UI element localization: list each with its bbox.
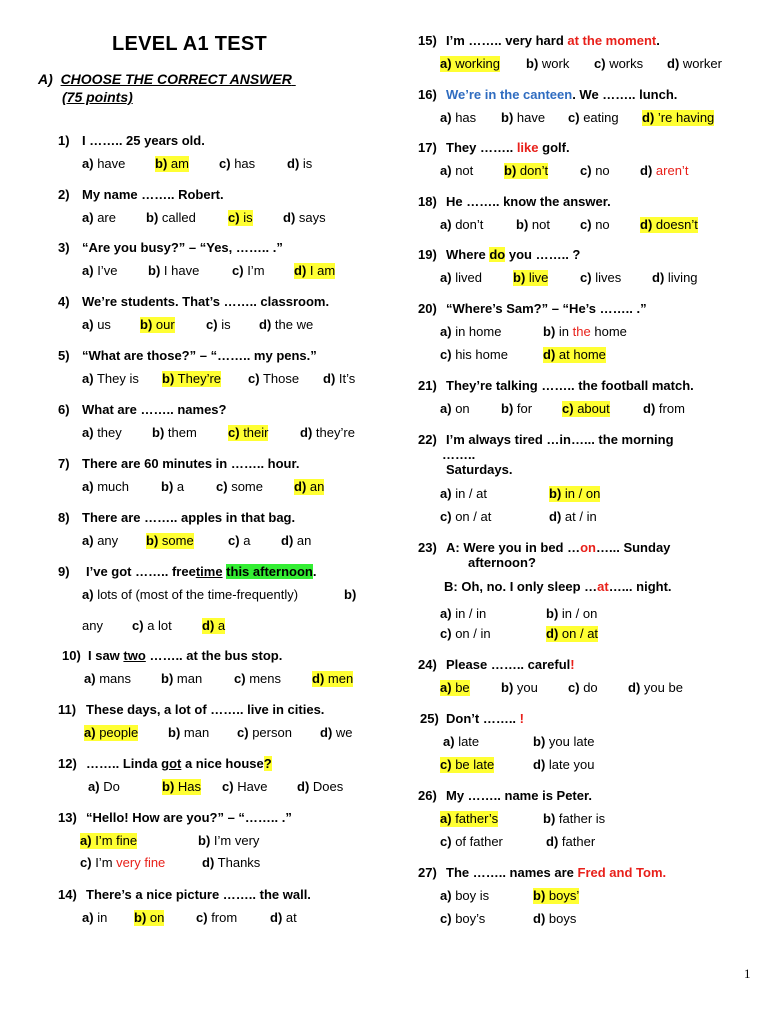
option-a[interactable]: a) be [440,680,470,695]
question-1-text: I …….. 25 years old. [82,133,205,148]
question-8: 8) There are …….. apples in that bag. [58,510,296,525]
option-c[interactable]: c) their [228,425,269,440]
option-a[interactable]: a) they [82,425,122,440]
option-b[interactable]: b) I have [148,263,200,278]
question-23: 23) A: Were you in bed …on…... Sunday [418,540,671,555]
option-c[interactable]: c) mens [234,671,281,686]
question-23-line2: afternoon? [468,555,536,570]
option-d[interactable]: d) father [546,834,596,849]
option-b[interactable]: b) don’t [504,163,549,178]
option-d[interactable]: d) boys [533,911,577,926]
option-c[interactable]: c) I’m very fine [80,855,166,870]
question-25: 25) Don’t …….. ! [420,711,525,726]
option-b[interactable]: b) on [134,910,165,925]
question-11-text: These days, a lot of …….. live in cities. [86,702,325,717]
option-b[interactable]: b) called [146,210,196,225]
option-b[interactable]: b) work [526,56,570,71]
option-a[interactable]: a) not [440,163,474,178]
option-c[interactable]: c) is [206,317,231,332]
question-7: 7) There are 60 minutes in …….. hour. [58,456,300,471]
option-b[interactable]: b) you late [533,734,595,749]
option-d[interactable]: d) living [652,270,698,285]
option-b[interactable]: b) I’m very [198,833,260,848]
option-a[interactable]: a) us [82,317,111,332]
option-a[interactable]: a) They is [82,371,139,386]
option-d[interactable]: d) they’re [300,425,355,440]
option-c[interactable]: c) no [580,217,610,232]
option-d[interactable]: d) It’s [323,371,356,386]
option-c[interactable]: c) about [562,401,610,416]
option-c[interactable]: c) be late [440,757,495,772]
option-b[interactable]: b) in the home [543,324,627,339]
page-title: LEVEL A1 TEST [112,33,268,55]
section-heading [38,70,296,106]
section-letter: A) [38,71,53,87]
option-a[interactable]: a) have [82,156,126,171]
option-a[interactable]: a) father’s [440,811,499,826]
option-c[interactable]: c) is [228,210,253,225]
option-a[interactable]: a) I’ve [82,263,118,278]
page-number: 1 [744,966,751,981]
question-7-text: There are 60 minutes in …….. hour. [82,456,300,471]
question-14: 14) There’s a nice picture …….. the wall. [58,887,311,902]
question-2: 2) My name …….. Robert. [58,187,224,202]
option-d[interactable]: d) aren’t [640,163,689,178]
question-6: 6) What are …….. names? [58,402,227,417]
option-a[interactable]: a) in [82,910,108,925]
option-b[interactable]: b) man [168,725,210,740]
question-13-text: “Hello! How are you?” – “…….. .” [86,810,292,825]
question-16: 16) We’re in the canteen. We …….. lunch. [418,87,678,102]
option-c[interactable]: c) a [228,533,251,548]
option-a[interactable]: a) working [440,56,500,71]
option-b[interactable]: b) you [501,680,538,695]
question-5-text: “What are those?” – “…….. my pens.” [82,348,317,363]
option-d[interactable]: d) at home [543,347,606,362]
option-d[interactable]: d) an [281,533,312,548]
option-c[interactable]: c) works [594,56,644,71]
option-a[interactable]: a) late [443,734,480,749]
question-21-text: They’re talking …….. the football match. [446,378,694,393]
question-15: 15) I’m …….. very hard at the moment. [418,33,660,48]
option-c[interactable]: c) from [196,910,238,925]
option-c[interactable]: c) his home [440,347,508,362]
option-c[interactable]: c) person [237,725,292,740]
option-c[interactable]: c) has [219,156,256,171]
question-3: 3) “Are you busy?” – “Yes, …….. .” [58,240,283,255]
option-b[interactable]: b) have [501,110,546,125]
question-24: 24) Please …….. careful! [418,657,575,672]
question-1: 1) I …….. 25 years old. [58,133,205,148]
question-23-part-b: B: Oh, no. I only sleep …at…... night. [444,579,672,594]
option-c[interactable]: c) on / at [440,509,492,524]
option-b[interactable]: b) in / on [546,606,598,621]
question-5: 5) “What are those?” – “…….. my pens.” [58,348,317,363]
question-10: 10) I saw two …….. at the bus stop. [62,648,283,663]
option-b[interactable]: b) am [155,156,189,171]
option-d[interactable]: d) a [202,618,226,633]
underlined-word: got [161,756,182,771]
question-4-text: We’re students. That’s …….. classroom. [82,294,330,309]
option-a[interactable]: a) has [440,110,477,125]
option-a[interactable]: a) lived [440,270,482,285]
question-22: 22) I’m always tired …in…... the morning [418,432,674,447]
option-a[interactable]: a) in / at [440,486,487,501]
section-points: (75 points) [62,89,133,105]
option-a[interactable]: a) in home [440,324,502,339]
underlined-word: time [195,564,223,579]
option-a[interactable]: a) don’t [440,217,484,232]
option-a[interactable]: a) lots of (most of the time-frequently) [82,587,299,602]
option-d[interactable]: d) doesn’t [640,217,698,232]
question-26-text: My …….. name is Peter. [446,788,592,803]
question-26: 26) My …….. name is Peter. [418,788,592,803]
option-b[interactable]: b) father is [543,811,606,826]
option-c[interactable]: c) lives [580,270,622,285]
question-3-text: “Are you busy?” – “Yes, …….. .” [82,240,283,255]
option-b[interactable]: b) They’re [162,371,222,386]
highlighted-mark: ? [263,756,272,771]
option-d[interactable]: d) from [643,401,685,416]
option-d[interactable]: d) at [270,910,297,925]
question-14-text: There’s a nice picture …….. the wall. [86,887,311,902]
option-c[interactable]: c) do [568,680,598,695]
option-a[interactable]: a) mans [84,671,131,686]
question-9: 9) I’ve got …….. freetime this afternoon. [58,564,317,579]
option-b[interactable]: b) some [146,533,194,548]
option-c[interactable]: c) no [580,163,610,178]
question-22-text: I’m always tired …in…... the morning [446,432,674,447]
question-18: 18) He …….. know the answer. [418,194,611,209]
question-22-blank: …….. [442,447,476,462]
option-d[interactable]: d) says [283,210,326,225]
question-21: 21) They’re talking …….. the football match. [418,378,694,393]
option-d[interactable]: d) you be [628,680,683,695]
option-b[interactable]: b) boys’ [533,888,580,903]
section-title: CHOOSE THE CORRECT ANSWER [60,71,292,87]
option-b[interactable]: b) Has [162,779,202,794]
option-a[interactable]: a) boy is [440,888,490,903]
option-d[interactable]: d) worker [667,56,722,71]
option-d[interactable]: d) men [312,671,354,686]
question-4: 4) We’re students. That’s …….. classroom. [58,294,330,309]
question-2-text: My name …….. Robert. [82,187,224,202]
green-highlight: this afternoon [226,564,313,579]
option-c[interactable]: c) Have [222,779,268,794]
option-b[interactable]: b) man [161,671,203,686]
question-22-line3: Saturdays. [446,462,513,477]
option-a[interactable]: a) any [82,533,119,548]
option-a[interactable]: a) in / in [440,606,487,621]
option-b[interactable]: b) not [516,217,550,232]
option-c[interactable]: c) Those [248,371,300,386]
option-a[interactable]: a) Do [88,779,120,794]
option-b[interactable]: b) in / on [549,486,601,501]
option-a[interactable]: a) on [440,401,470,416]
option-d[interactable]: d) is [287,156,313,171]
option-a[interactable]: a) people [84,725,139,740]
option-d[interactable]: d) ’re having [642,110,715,125]
option-d[interactable]: d) on / at [546,626,599,641]
question-27: 27) The …….. names are Fred and Tom. [418,865,667,880]
option-d[interactable]: d) I am [294,263,336,278]
question-19: 19) Where do you …….. ? [418,247,581,262]
option-d[interactable]: d) Does [297,779,344,794]
question-20: 20) “Where’s Sam?” – “He’s …….. .” [418,301,647,316]
question-6-text: What are …….. names? [82,402,227,417]
option-d[interactable]: d) we [320,725,353,740]
option-b-continued[interactable]: any [82,618,103,633]
question-13: 13) “Hello! How are you?” – “…….. .” [58,810,292,825]
option-c[interactable]: c) on / in [440,626,491,641]
option-d[interactable]: d) the we [259,317,314,332]
option-b[interactable]: b) live [513,270,549,285]
underlined-word: two [123,648,146,663]
option-c[interactable]: c) eating [568,110,619,125]
option-d[interactable]: d) at / in [549,509,597,524]
option-c[interactable]: c) I’m [232,263,265,278]
option-b[interactable]: b) a [161,479,185,494]
question-18-text: He …….. know the answer. [446,194,611,209]
option-c[interactable]: c) of father [440,834,503,849]
option-b[interactable]: b) our [140,317,175,332]
option-d[interactable]: d) an [294,479,325,494]
option-b[interactable]: b) them [152,425,197,440]
question-12: 12) …….. Linda got a nice house? [58,756,272,771]
option-d[interactable]: d) late you [533,757,595,772]
option-c[interactable]: c) a lot [132,618,172,633]
option-d[interactable]: d) Thanks [202,855,261,870]
option-a[interactable]: a) I’m fine [80,833,138,848]
question-17: 17) They …….. like golf. [418,140,570,155]
question-8-text: There are …….. apples in that bag. [82,510,296,525]
option-c[interactable]: c) some [216,479,263,494]
option-b[interactable]: b) [344,587,357,602]
question-11: 11) These days, a lot of …….. live in cities. [58,702,325,717]
highlighted-word: do [489,247,506,262]
question-20-text: “Where’s Sam?” – “He’s …….. .” [446,301,647,316]
option-b[interactable]: b) for [501,401,533,416]
option-a[interactable]: a) are [82,210,116,225]
option-a[interactable]: a) much [82,479,129,494]
option-c[interactable]: c) boy’s [440,911,486,926]
